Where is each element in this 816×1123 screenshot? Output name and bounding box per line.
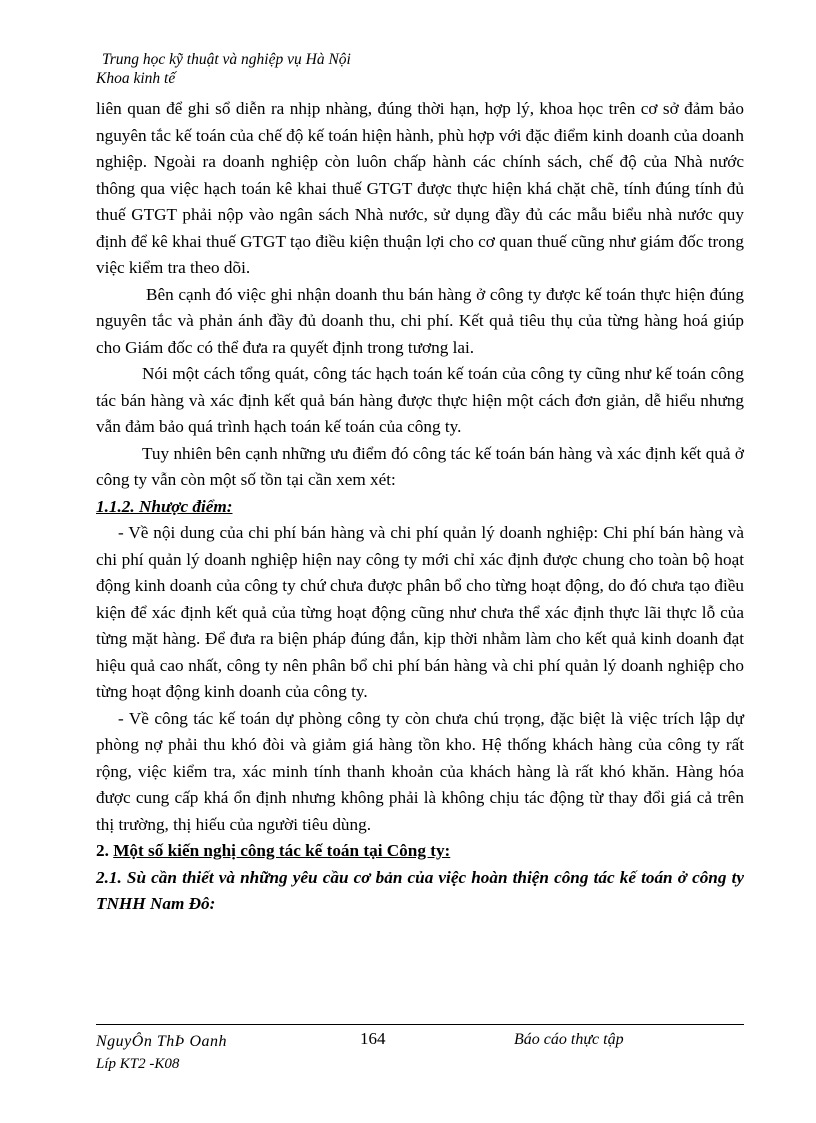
section-heading-recommendations bbox=[96, 838, 744, 865]
subsection-heading: 2.1. Sù cần thiết và những yêu cầu cơ bản của việc hoàn thiện công tác kế toán ở công ty TNHH Nam Đô: bbox=[96, 867, 744, 913]
footer-divider bbox=[96, 1024, 744, 1025]
footer-class-code: Líp KT2 -K08 bbox=[96, 1056, 180, 1072]
document-body bbox=[96, 96, 744, 918]
paragraph: - Về nội dung của chi phí bán hàng và chi phí quản lý doanh nghiệp: Chi phí bán hàng và chi phí quản lý doanh nghiệp hiện nay công ty mới chỉ xác định được chung cho toàn bộ hoạt động kinh doanh của công ty chứ chưa được phân bổ cho từng hoạt động, do đó chưa tạo điều kiện để xác định kết quả của từng hoạt động cũng như chưa thể xác định thực lãi thực lỗ của từng mặt hàng. Để đưa ra biện pháp đúng đắn, kịp thời nhằm làm cho kết quả kinh doanh đạt hiệu quả cao nhất, công ty nên phân bổ chi phí bán hàng và chi phí quản lý doanh nghiệp cho từng hoạt động kinh doanh của công ty. bbox=[96, 523, 744, 701]
paragraph: liên quan để ghi sổ diễn ra nhịp nhàng, đúng thời hạn, hợp lý, khoa học trên cơ sở đảm bảo nguyên tắc kế toán của chế độ kế toán hiện hành, phù hợp với đặc điểm kinh doanh của doanh nghiệp. Ngoài ra doanh nghiệp còn luôn chấp hành các chính sách, chế độ của Nhà nước thông qua việc hạch toán kê khai thuế GTGT được thực hiện khá chặt chẽ, tính đúng tính đủ thuế GTGT phải nộp vào ngân sách Nhà nước, sử dụng đầy đủ các mẫu biểu nhà nước quy định để kê khai thuế GTGT tạo điều kiện thuận lợi cho cơ quan thuế cũng như giám đốc trong việc kiểm tra theo dõi. bbox=[96, 99, 744, 277]
page-header bbox=[96, 50, 351, 88]
footer-author: NguyÔn ThÞ Oanh bbox=[96, 1033, 228, 1050]
page-number: 164 bbox=[360, 1029, 386, 1048]
section-title: Một số kiến nghị công tác kế toán tại Công ty: bbox=[113, 841, 451, 860]
section-heading-weaknesses: 1.1.2. Nhược điểm: bbox=[96, 496, 233, 516]
paragraph: - Về công tác kế toán dự phòng công ty còn chưa chú trọng, đặc biệt là việc trích lập dự phòng nợ phải thu khó đòi và giảm giá hàng tồn kho. Hệ thống khách hàng của công ty rất rộng, việc kiểm tra, xác minh tính thanh khoản của khách hàng là rất khó khăn. Hàng hóa được cung cấp khá ổn định nhưng không phải là không chịu tác động từ thay đổi giá cả trên thị trường, thị hiếu của người tiêu dùng. bbox=[96, 708, 744, 834]
section-number: 2. bbox=[96, 841, 114, 860]
school-name: Trung học kỹ thuật và nghiệp vụ Hà Nội bbox=[102, 51, 351, 68]
paragraph: Bên cạnh đó việc ghi nhận doanh thu bán hàng ở công ty được kế toán thực hiện đúng nguyên tắc và phản ánh đầy đủ doanh thu, chi phí. Kết quả tiêu thụ của từng hàng hoá giúp cho Giám đốc có thể đưa ra quyết định trong tương lai. bbox=[96, 284, 744, 357]
faculty-name: Khoa kinh tế bbox=[96, 70, 176, 87]
paragraph: Nói một cách tổng quát, công tác hạch toán kế toán của công ty cũng như kế toán công tác bán hàng và xác định kết quả bán hàng được thực hiện một cách đơn giản, dễ hiểu nhưng vẫn đảm bảo quá trình hạch toán kế toán của công ty. bbox=[96, 364, 744, 436]
paragraph: Tuy nhiên bên cạnh những ưu điểm đó công tác kế toán bán hàng và xác định kết quả ở công ty vẫn còn một số tồn tại cần xem xét: bbox=[96, 443, 744, 489]
footer-report-title: Báo cáo thực tập bbox=[514, 1031, 624, 1048]
